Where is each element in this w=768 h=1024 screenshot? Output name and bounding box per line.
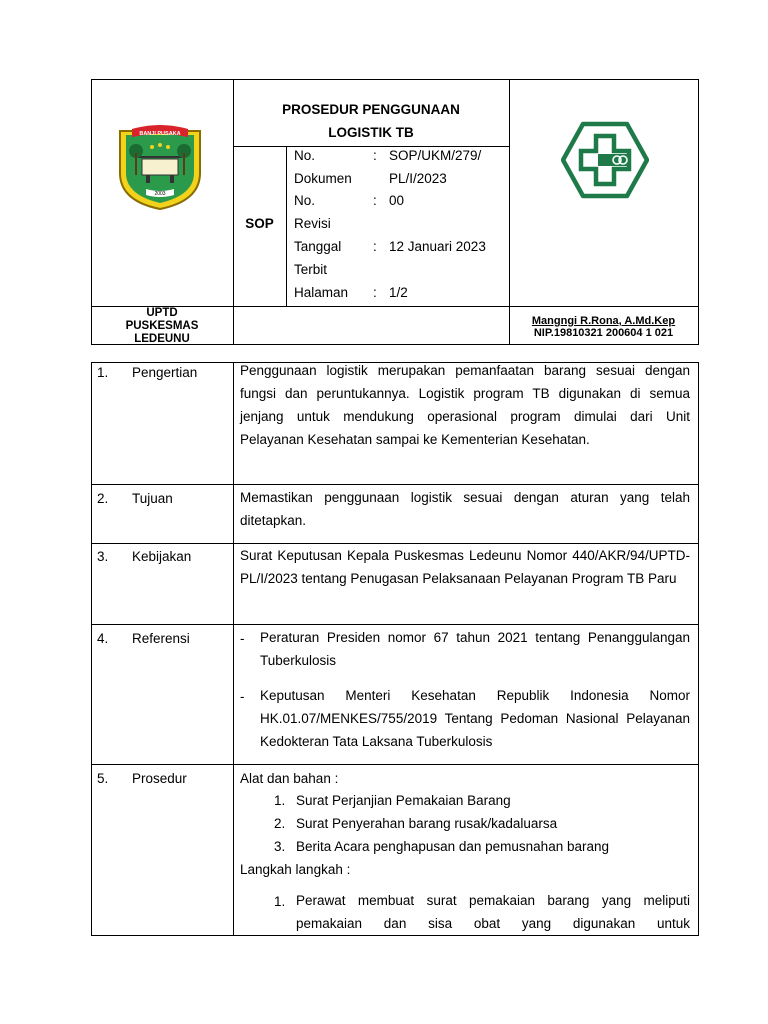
revision-colon: : (373, 193, 377, 208)
step-1-paragraph: Perawat membuat surat pemakaian barang yang meliputi pemakaian dan sisa obat yang digunakan untuk (296, 893, 690, 931)
steps-heading: Langkah langkah : (240, 862, 351, 877)
health-cross-icon (561, 120, 649, 200)
signer-block (509, 315, 698, 339)
material-3-text: Berita Acara penghapusan dan pemusnahan barang (296, 839, 609, 854)
material-2-number: 2. (274, 816, 286, 831)
doc-no-colon: : (373, 148, 377, 163)
org-line-2: PUSKESMAS (125, 320, 199, 332)
org-line-1: UPTD (146, 307, 178, 319)
signer-name: Mangngi R.Rona, A.Md.Kep (531, 315, 676, 327)
ref-2-bullet: - (240, 689, 245, 704)
sop-label: SOP (245, 216, 274, 231)
row-4-number: 4. (97, 631, 109, 646)
emblem-year-text: 2003 (154, 191, 166, 197)
regency-emblem-icon (112, 123, 208, 211)
row-3-label: Kebijakan (132, 549, 192, 564)
doc-no-value-2: PL/I/2023 (389, 171, 447, 186)
date-colon: : (373, 239, 377, 254)
row-3-number: 3. (97, 549, 109, 564)
organization-name (91, 307, 233, 346)
doc-no-label-2: Dokumen (294, 171, 352, 186)
row-1-text (240, 359, 690, 451)
page-colon: : (373, 285, 377, 300)
row-5-number: 5. (97, 771, 109, 786)
step-1-number: 1. (274, 894, 286, 909)
date-label-2: Terbit (294, 262, 328, 277)
puskesmas-logo (561, 120, 649, 200)
ref-1-text (260, 626, 690, 672)
page-label: Halaman (294, 285, 349, 300)
row-5-label: Prosedur (132, 771, 187, 786)
row-2-text (240, 486, 690, 532)
materials-heading: Alat dan bahan : (240, 771, 339, 786)
row-3-text (240, 544, 690, 590)
revision-label-1: No. (294, 193, 316, 208)
page-value: 1/2 (389, 285, 408, 300)
step-1-text (296, 889, 690, 935)
tujuan-paragraph: Memastikan penggunaan logistik sesuai dengan aturan yang telah ditetapkan. (240, 490, 690, 528)
revision-label-2: Revisi (294, 216, 331, 231)
material-1-text: Surat Perjanjian Pemakaian Barang (296, 793, 511, 808)
material-2-text: Surat Penyerahan barang rusak/kadaluarsa (296, 816, 558, 831)
reference-1: Peraturan Presiden nomor 67 tahun 2021 tentang Penanggulangan Tuberkulosis (260, 630, 690, 668)
date-label-1: Tanggal (294, 239, 342, 254)
row-1-number: 1. (97, 365, 109, 380)
pengertian-paragraph: Penggunaan logistik merupakan pemanfaatan barang sesuai dengan fungsi dan peruntukannya. Logistik program TB digunakan di semua jenjang untuk mendukung operasional program dimulai dari Unit Pelayanan Kesehatan sampai ke Kementerian Kesehatan. (240, 363, 690, 447)
reference-2: Keputusan Menteri Kesehatan Republik Indonesia Nomor HK.01.07/MENKES/755/2019 Tentang Pedoman Nasional Pelayanan Kedokteran Tata Laksana Tuberkulosis (260, 688, 690, 749)
org-line-3: LEDEUNU (134, 333, 190, 345)
row-4-label: Referensi (132, 631, 190, 646)
doc-title-line2: LOGISTIK TB (328, 125, 414, 140)
kebijakan-paragraph: Surat Keputusan Kepala Puskesmas Ledeunu Nomor 440/AKR/94/UPTD-PL/I/2023 tentang Penugasan Pelaksanaan Pelayanan Program TB Paru (240, 548, 690, 586)
material-3-number: 3. (274, 839, 286, 854)
row-2-number: 2. (97, 491, 109, 506)
regency-emblem-logo (112, 123, 208, 211)
date-value: 12 Januari 2023 (389, 239, 486, 254)
row-1-label: Pengertian (132, 365, 198, 380)
ref-1-bullet: - (240, 631, 245, 646)
doc-no-label-1: No. (294, 148, 316, 163)
ref-2-text (260, 684, 690, 753)
emblem-banner-text: BANJI PUSAKA (139, 131, 181, 137)
revision-value: 00 (389, 193, 405, 208)
signer-nip: NIP.19810321 200604 1 021 (533, 327, 674, 339)
material-1-number: 1. (274, 793, 286, 808)
row-2-label: Tujuan (132, 491, 173, 506)
doc-no-value-1: SOP/UKM/279/ (389, 148, 482, 163)
doc-title-line1: PROSEDUR PENGGUNAAN (282, 102, 460, 117)
